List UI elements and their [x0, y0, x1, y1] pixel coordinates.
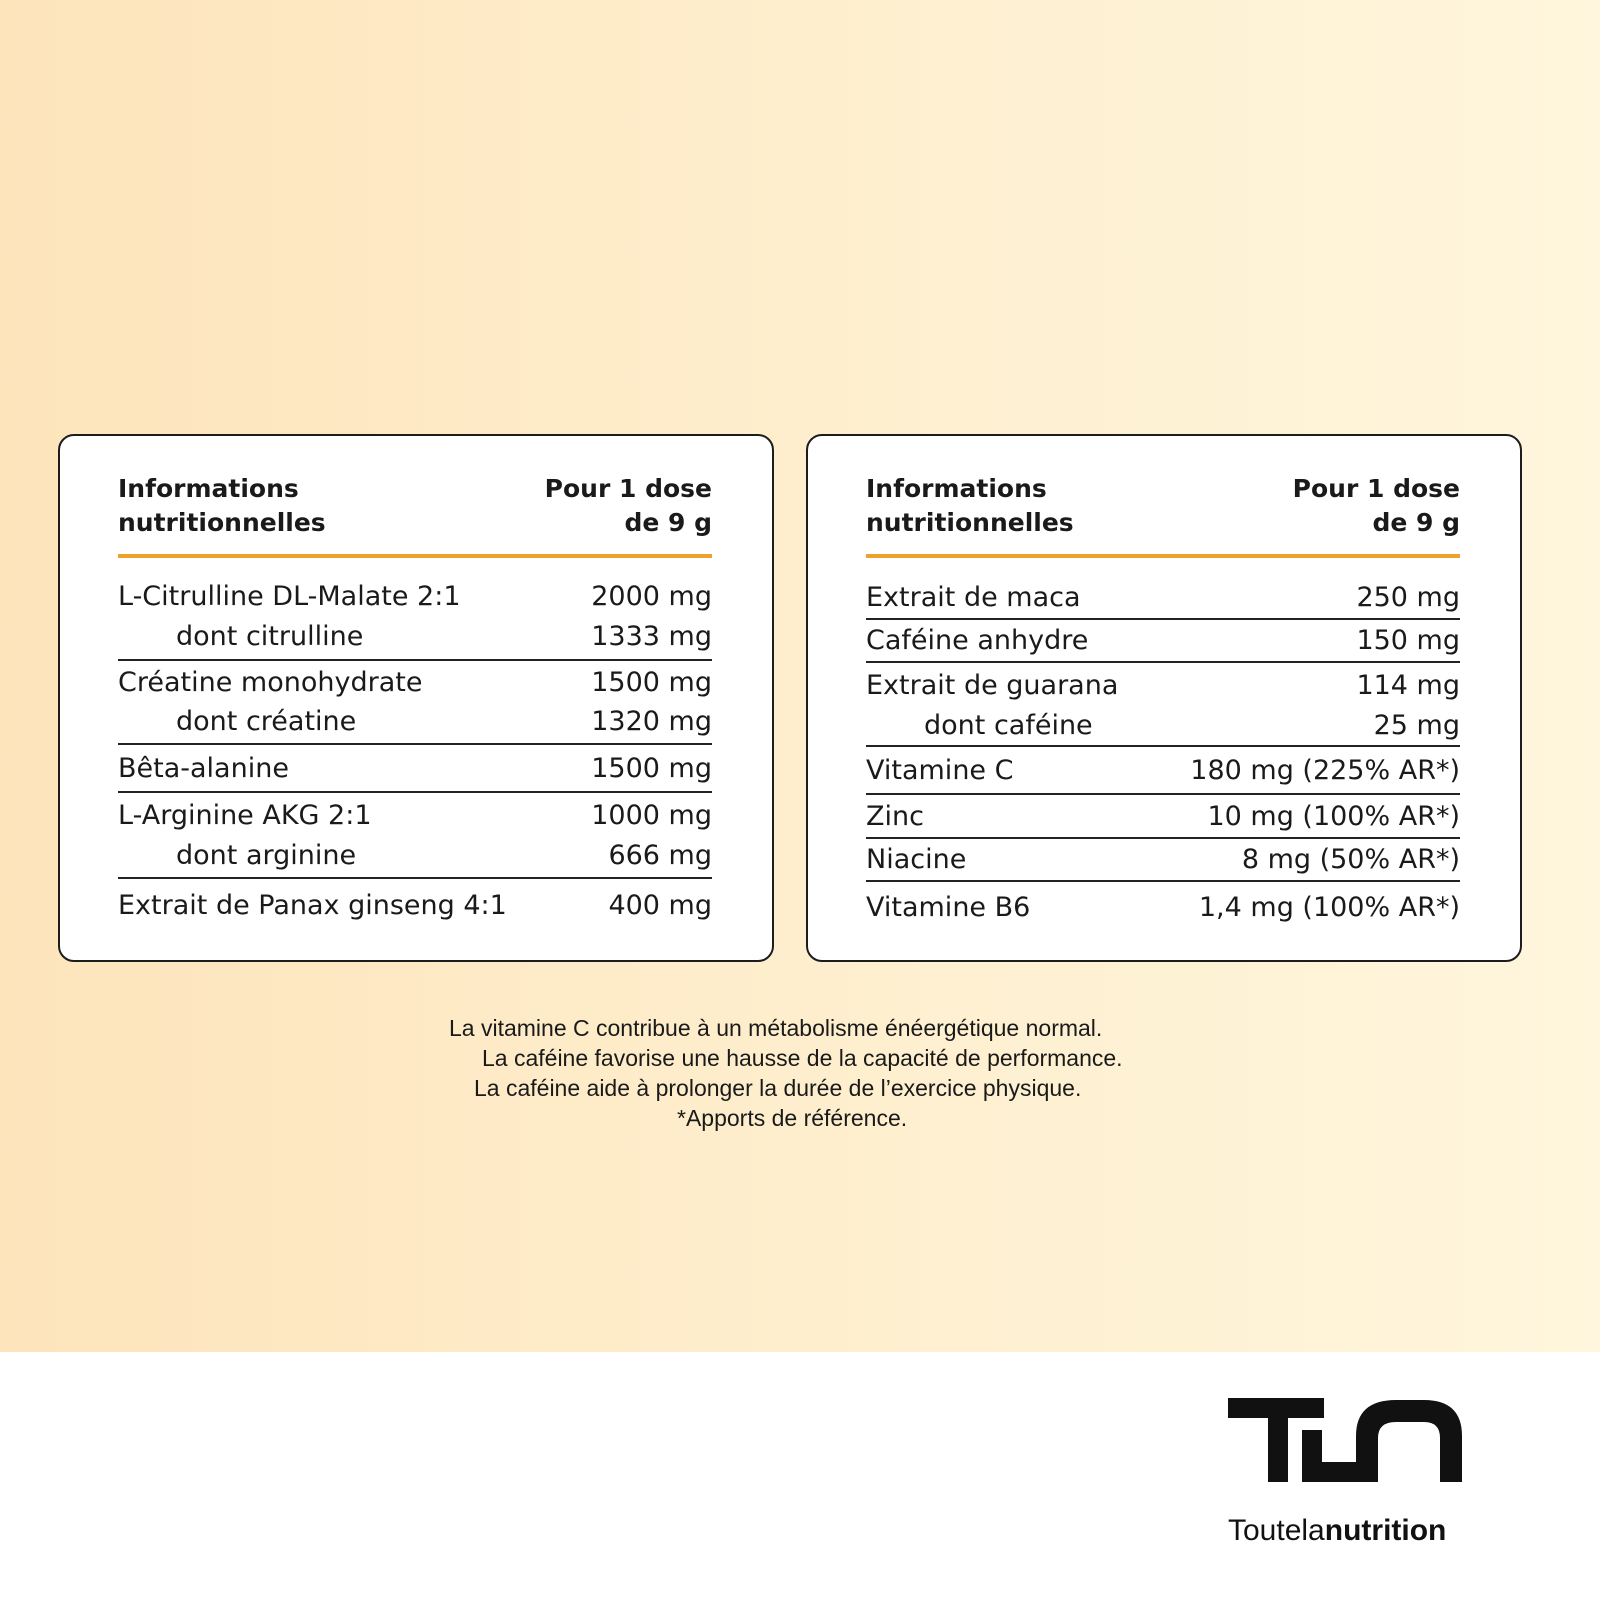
- nutrient-row: [866, 839, 1460, 880]
- nutrient-value: 150 mg: [1356, 625, 1460, 656]
- nutrient-row: [866, 795, 1460, 837]
- nutrient-value: 1333 mg: [591, 620, 712, 652]
- nutrient-value: 1500 mg: [591, 752, 712, 784]
- nutrient-row: [866, 663, 1460, 707]
- nutrient-row: [866, 747, 1460, 793]
- nutrient-name: dont créatine: [176, 705, 357, 737]
- nutrient-value: 25 mg: [1373, 709, 1460, 741]
- nutrient-name: L-Citrulline DL-Malate 2:1: [118, 580, 461, 612]
- nutrient-name: dont arginine: [176, 839, 357, 871]
- claim-line: La vitamine C contribue à un métabolisme énéergétique normal.: [449, 1015, 1103, 1041]
- nutrient-row: [118, 793, 712, 837]
- nutrient-row: [118, 661, 712, 703]
- nutrient-group: [866, 747, 1460, 795]
- nutrient-subrow: [118, 703, 712, 739]
- nutrient-group: [866, 576, 1460, 620]
- nutrient-name: Zinc: [866, 800, 924, 832]
- nutrient-value: 1,4 mg (100% AR*): [1198, 891, 1460, 923]
- nutrient-subrow: [118, 837, 712, 873]
- claim-line: La caféine aide à prolonger la durée de l’exercice physique.: [474, 1075, 1082, 1101]
- header-serving: Pour 1 dose de 9 g: [544, 474, 712, 537]
- nutrient-row: [118, 576, 712, 616]
- nutrient-value: 400 mg: [608, 889, 712, 921]
- nutrient-subrow: [118, 616, 712, 656]
- header-serving: Pour 1 dose de 9 g: [1292, 474, 1460, 537]
- nutrient-value: 8 mg (50% AR*): [1241, 844, 1460, 875]
- nutrient-name: Niacine: [866, 844, 967, 875]
- nutrient-group: [118, 576, 712, 661]
- nutrient-value: 10 mg (100% AR*): [1207, 800, 1460, 832]
- nutrient-group: [866, 620, 1460, 663]
- nutrient-group: [866, 795, 1460, 839]
- nutrient-group: [866, 882, 1460, 932]
- nutrient-value: 250 mg: [1356, 581, 1460, 613]
- nutrient-group: [118, 745, 712, 793]
- header-title: Informations nutritionnelles: [118, 474, 326, 537]
- tln-logo-mark: [1228, 1398, 1464, 1548]
- nutrient-group: [118, 661, 712, 745]
- nutrient-name: Extrait de guarana: [866, 669, 1119, 701]
- table-header: [866, 472, 1460, 554]
- footnote: *Apports de référence.: [677, 1105, 908, 1131]
- nutrient-name: Caféine anhydre: [866, 625, 1089, 656]
- nutrient-value: 1320 mg: [591, 705, 712, 737]
- nutrient-value: 666 mg: [608, 839, 712, 871]
- nutrient-value: 114 mg: [1356, 669, 1460, 701]
- nutrient-value: 180 mg (225% AR*): [1190, 754, 1460, 786]
- nutrient-value: 1000 mg: [591, 799, 712, 831]
- nutrient-group: [118, 793, 712, 879]
- nutrient-name: Extrait de maca: [866, 581, 1081, 613]
- nutrient-row: [118, 879, 712, 931]
- nutrient-value: 2000 mg: [591, 580, 712, 612]
- nutrient-group: [866, 663, 1460, 747]
- nutrient-rows: [866, 576, 1460, 932]
- nutrient-name: Bêta-alanine: [118, 752, 289, 784]
- nutrient-name: Créatine monohydrate: [118, 666, 423, 698]
- nutrient-name: dont caféine: [924, 709, 1093, 741]
- claim-line: La caféine favorise une hausse de la capacité de performance.: [482, 1045, 1123, 1071]
- header-divider: [118, 554, 712, 558]
- nutrient-row: [866, 576, 1460, 618]
- nutrient-row: [866, 620, 1460, 661]
- health-claims: [0, 1013, 1600, 1133]
- nutrient-name: Extrait de Panax ginseng 4:1: [118, 889, 507, 921]
- nutrient-row: [866, 882, 1460, 932]
- nutrient-rows: [118, 576, 712, 931]
- nutrient-name: Vitamine B6: [866, 891, 1031, 923]
- nutrient-name: L-Arginine AKG 2:1: [118, 799, 372, 831]
- nutrient-group: [866, 839, 1460, 882]
- nutrient-group: [118, 879, 712, 931]
- header-title: Informations nutritionnelles: [866, 474, 1074, 537]
- nutrient-name: Vitamine C: [866, 754, 1014, 786]
- nutrient-subrow: [866, 707, 1460, 743]
- brand-logo: [1228, 1398, 1464, 1548]
- nutrition-panel-left: [58, 434, 774, 962]
- nutrition-panel-right: [806, 434, 1522, 962]
- table-header: [118, 472, 712, 554]
- header-divider: [866, 554, 1460, 558]
- nutrient-value: 1500 mg: [591, 666, 712, 698]
- nutrient-name: dont citrulline: [176, 620, 364, 652]
- nutrient-row: [118, 745, 712, 791]
- wordmark: Toutelanutrition: [1228, 1514, 1447, 1547]
